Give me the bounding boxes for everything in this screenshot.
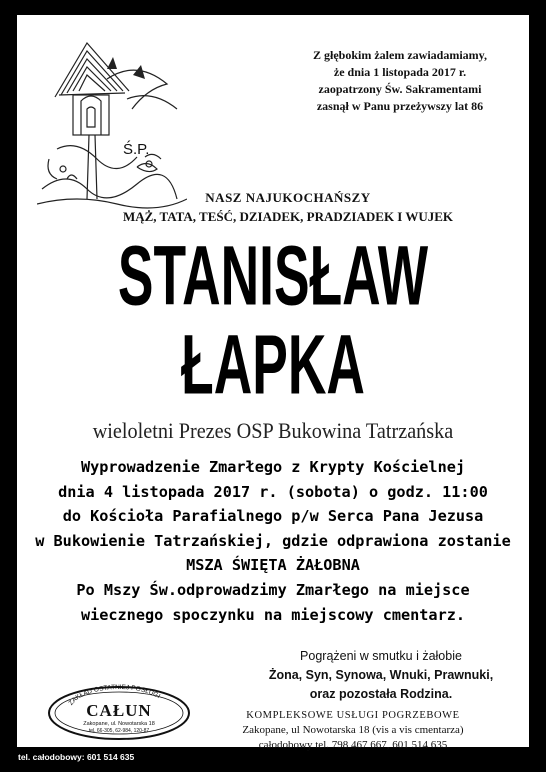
family-line: Żona, Syn, Synowa, Wnuki, Prawnuki, (268, 668, 494, 682)
funeral-company-info (203, 708, 503, 753)
family-line: Pogrążeni w smutku i żałobie (300, 649, 462, 663)
announcement-line: Po Mszy Św.odprowadzimy Zmarłego na miejsce (76, 580, 470, 599)
announcement-line: Wyprowadzenie Zmarłego z Krypty Kościelnej (80, 458, 466, 476)
intro-line: zaopatrzony Św. Sakramentami (318, 82, 482, 96)
mourning-family (247, 647, 515, 704)
calun-logo (47, 683, 192, 741)
deceased-role: wieloletni Prezes OSP Bukowina Tatrzańska (92, 418, 454, 443)
footer-phone: tel. całodobowy: 601 514 635 (18, 752, 135, 762)
intro-line: że dnia 1 listopada 2017 r. (333, 65, 467, 79)
subtitle-relations: MĄŻ, TATA, TEŚĆ, DZIADEK, PRADZIADEK I WUJEK (122, 209, 454, 224)
company-line: całodobowy tel. 798 467 667, 601 514 635 (258, 739, 448, 751)
subtitle-beloved: NASZ NAJUKOCHAŃSZY (205, 190, 371, 205)
announcement-line: wiecznego spoczynku na miejscowy cmentarz. (80, 605, 466, 624)
deceased-first-name: STANISŁAW (117, 229, 429, 324)
announcement-line: MSZA ŚWIĘTA ŻAŁOBNA (186, 556, 360, 575)
intro-text (295, 47, 505, 115)
logo-name: CAŁUN (86, 701, 152, 720)
logo-top-text: ZAKŁAD OSTATNIEJ POSŁUGI (67, 683, 162, 707)
announcement-line: dnia 4 listopada 2017 r. (sobota) o godz. 11:00 (58, 482, 488, 501)
wayside-shrine-illustration (37, 39, 187, 209)
logo-phones: tel. 66-305, 62-984, 120-87 (88, 728, 150, 734)
family-line: oraz pozostała Rodzina. (309, 687, 453, 701)
announcement-line: do Kościoła Parafialnego p/w Serca Pana Jezusa (62, 507, 484, 526)
deceased-last-name: ŁAPKA (181, 318, 365, 413)
obituary-card (17, 15, 529, 751)
sp-label: Ś.P. (123, 141, 150, 158)
intro-line: zasnął w Panu przeżywszy lat 86 (316, 99, 484, 113)
logo-address: Zakopane, ul. Nowotarska 18 (83, 721, 155, 727)
funeral-announcement (17, 455, 529, 627)
intro-line: Z głębokim żalem zawiadamiamy, (313, 48, 487, 62)
announcement-line: w Bukowienie Tatrzańskiej, gdzie odprawiona zostanie (35, 531, 511, 550)
company-line: Zakopane, ul Nowotarska 18 (vis a vis cmentarza) (242, 724, 464, 736)
company-line: KOMPLEKSOWE USŁUGI POGRZEBOWE (246, 710, 460, 721)
